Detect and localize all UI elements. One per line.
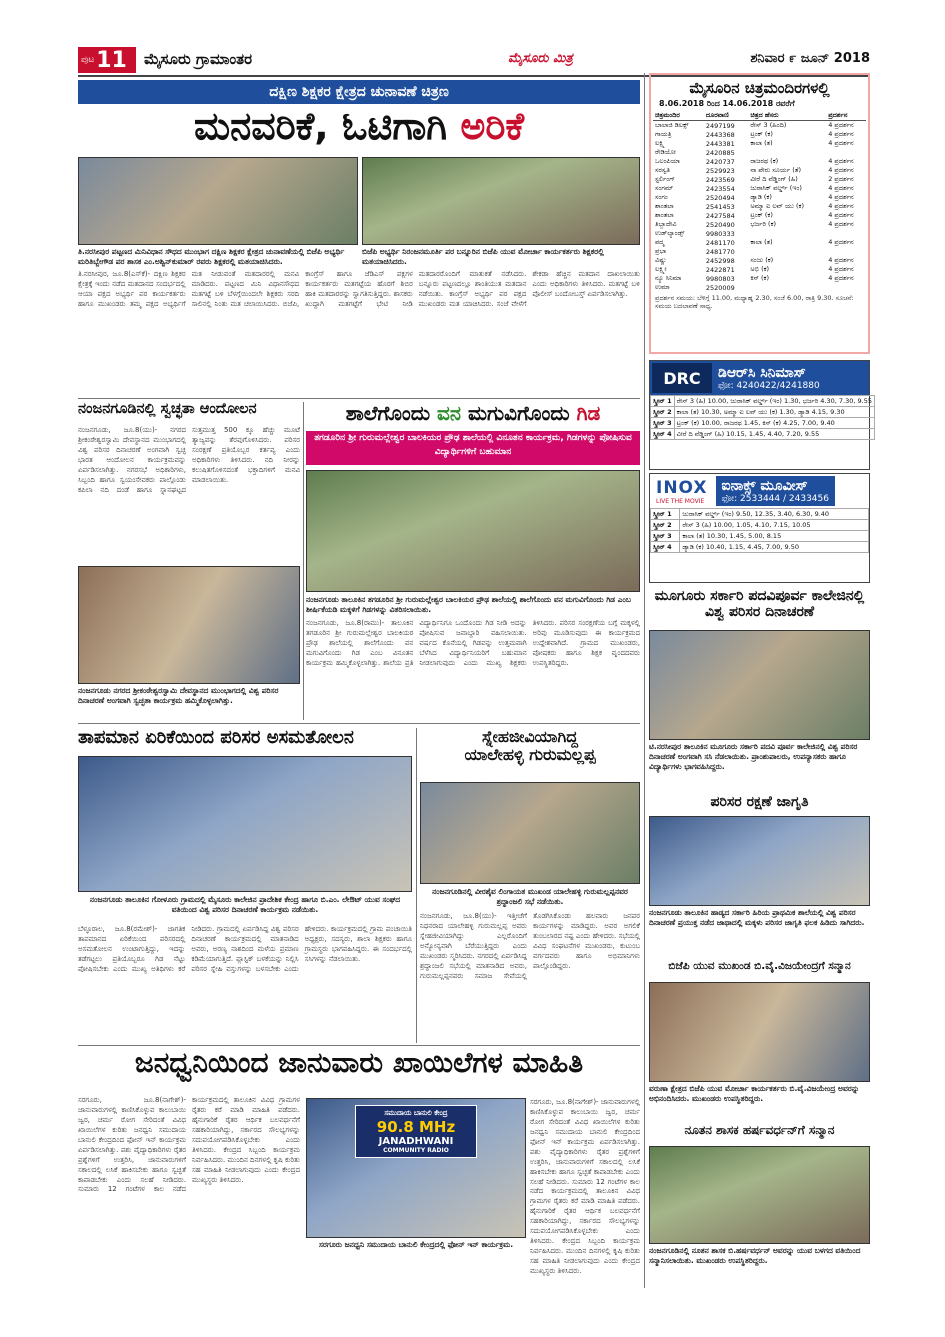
friendly-body: ನಂಜನಗೂಡು, ಜೂ.8(ಯು)- ಇತ್ತೀಚೆಗೆ ನಿಧನರಾದ ಯಾಲೇಹಳ್ಳಿ ಗುರುಮಲ್ಲಪ್ಪ ಅವರು ಸ್ನೇಹಜೀವಿಯಾಗಿದ್ದು ಎಲ್ಲರೊಂದಿಗೆ ಅನ್ಯೋನ್ಯವಾಗಿ ಬೆರೆಯುತ್ತಿದ್ದರು ಎಂದು ಮುಖಂಡರು ಸ್ಮರಿಸಿದರು. ನಗರದಲ್ಲಿ ಏರ್ಪಡಿಸಿದ್ದ ಶ್ರದ್ಧಾಂಜಲಿ ಸಭೆಯಲ್ಲಿ ಮಾತನಾಡಿದ ಅವರು, ಗುರುಮಲ್ಲಪ್ಪನವರು ಸಮಾಜ ಸೇವೆಯಲ್ಲಿ ತೊಡಗಿಸಿಕೊಂಡು ಹಲವಾರು ಜನಪರ ಕಾರ್ಯಗಳನ್ನು ಮಾಡಿದ್ದರು. ಅವರ ಅಗಲಿಕೆ ತುಂಬಲಾರದ ನಷ್ಟ ಎಂದು ಹೇಳಿದರು. ಸಭೆಯಲ್ಲಿ ವಿವಿಧ ಸಂಘಟನೆಗಳ ಮುಖಂಡರು, ಕುಟುಂಬ ವರ್ಗದವರು ಹಾಗೂ ಅಭಿಮಾನಿಗಳು ಪಾಲ್ಗೊಂಡಿದ್ದರು. [420, 912, 640, 980]
cinema-cell: ಪ್ರಭಾ [655, 247, 667, 255]
radio-sign-freq: 90.8 MHz [376, 1118, 456, 1136]
inox-screen-label: ಸ್ಕ್ರೀನ್ 1 [651, 509, 680, 520]
cinema-cell: ಸಂಜು (ಕ) [750, 256, 774, 264]
row-rule-1 [78, 398, 640, 399]
college-headline: ಮೂಗೂರು ಸರ್ಕಾರಿ ಪದವಿಪೂರ್ವ ಕಾಲೇಜಿನಲ್ಲಿ ವಿಶ್ವ ಪರಿಸರ ದಿನಾಚರಣೆ [654, 588, 865, 621]
lead-headline [78, 106, 640, 154]
drc-screen-label: ಸ್ಕ್ರೀನ್ 2 [651, 407, 675, 418]
cinema-cell: 4 ಪ್ರದರ್ಶನ [828, 130, 854, 138]
awareness-photo [649, 816, 870, 906]
drc-cinemas-ad [649, 360, 870, 470]
cinema-cell: 4 ಪ್ರದರ್ಶನ [828, 220, 854, 228]
cinema-row [653, 139, 866, 148]
cinema-cell [826, 148, 866, 157]
school-headline-c: ಮಗುವಿಗೊಂದು [467, 401, 570, 425]
inox-schedule-row [651, 542, 869, 553]
lead-photo-right [362, 157, 640, 245]
friendly-headline-line2: ಯಾಲೇಹಳ್ಳಿ ಗುರುಮಲ್ಲಪ್ಪ [464, 744, 596, 764]
cinema-row [653, 130, 866, 139]
drc-ad-info [718, 365, 820, 391]
cinema-cell: ಕಾಲಾ (ತ) [750, 139, 773, 147]
drc-phone: ಫೋ: 4240422/4241880 [718, 381, 820, 391]
radio-station-sign [355, 1105, 477, 1158]
cinema-cell [748, 148, 826, 157]
cinema-row [653, 121, 866, 131]
inox-phone: ಫೋ: 2533444 / 2433456 [721, 494, 829, 504]
row-rule-3 [78, 1045, 640, 1046]
cinema-cell: ತಿಬ್ಬಾದೇವಿ [655, 220, 677, 228]
school-deck: ತಗಡೂರಿನ ಶ್ರೀ ಗುರುಮಲ್ಲೇಶ್ವರ ಬಾಲಕಿಯರ ಪ್ರೌಢ ಶಾಲೆಯಲ್ಲಿ ವಿನೂತನ ಕಾರ್ಯಕ್ರಮ, ಗಿಡಗಳನ್ನು ಪೋಷಿಸುವ ವಿದ್ಯಾರ್ಥಿಗಳಿಗೆ ಬಹುಮಾನ [306, 431, 640, 465]
inox-schedule-row [651, 531, 869, 542]
cinema-cell: 4 ಪ್ರದರ್ಶನ [828, 211, 854, 219]
cinema-row [653, 193, 866, 202]
lead-caption-right: ಬಿಜೆಪಿ ಅಭ್ಯರ್ಥಿ ನಿರಂಜನಮೂರ್ತಿ ಪರ ಬನ್ನೂರಿನ ಬಿಜೆಪಿ ಯುವ ಮೋರ್ಚಾ ಕಾರ್ಯಕರ್ತರು ಶಿಕ್ಷಕರಲ್ಲಿ ಮತಯಾಚಿಸಿದರು. [362, 247, 604, 267]
cinema-cell: ಉಮಾ [655, 283, 670, 291]
inox-showtimes: ರೇಸ್ 3 (ಹಿ) 10.00, 1.05, 4.10, 7.15, 10.05 [680, 520, 869, 531]
cinema-row [653, 283, 866, 292]
mla-headline: ನೂತನ ಶಾಸಕ ಹರ್ಷವರ್ಧನ್‌ಗೆ ಸನ್ಮಾನ [684, 1123, 835, 1137]
cinema-row [653, 184, 866, 193]
cinema-cell: ಸಂಗಂ [655, 193, 668, 201]
cinema-cell: 2443368 [705, 130, 735, 139]
cinema-cell: ಒಲಂಪಿಯಾ [655, 157, 680, 165]
cinema-table [653, 111, 866, 292]
inox-screen-label: ಸ್ಕ್ರೀನ್ 3 [651, 531, 680, 542]
cinema-cell: 2520494 [705, 193, 735, 202]
cinema-row [653, 229, 866, 238]
cinema-cell: ಶಾಂತಲಾ [655, 211, 674, 219]
cinema-cell: 4 ಪ್ರದರ್ಶನ [828, 121, 854, 129]
cinema-cell [748, 229, 826, 238]
cinema-date-range: 8.06.2018 ರಿಂದ 14.06.2018 ರವರೆಗೆ [659, 99, 795, 108]
cinema-cell: 4 ಪ್ರದರ್ಶನ [828, 265, 854, 273]
cinema-row [653, 274, 866, 283]
inox-showtimes: ಕಾಲಾ (ತ) 10.30, 1.45, 5.00, 8.15 [680, 531, 869, 542]
drc-logo: DRC [652, 363, 712, 393]
radio-body-continued-text: ಸರಗೂರು, ಜೂ.8(ನಾಗೇಶ್)- ಜಾನುವಾರುಗಳಲ್ಲಿ ಕಾಣಿಸಿಕೊಳ್ಳುವ ಕಾಲುಬಾಯಿ ಜ್ವರ, ಚರ್ಮ ರೋಗ ಸೇರಿದಂತೆ ವಿವಿಧ ಖಾಯಿಲೆಗಳ ಕುರಿತು ಜನಧ್ವನಿ ಸಮುದಾಯ ಬಾನುಲಿ ಕೇಂದ್ರದಿಂದ ಫೋನ್ ಇನ್ ಕಾರ್ಯಕ್ರಮ ಏರ್ಪಡಿಸಲಾಗಿತ್ತು. ಪಶು ವೈದ್ಯಾಧಿಕಾರಿಗಳು ರೈತರ ಪ್ರಶ್ನೆಗಳಿಗೆ ಉತ್ತರಿಸಿ, ಜಾನುವಾರುಗಳಿಗೆ ಸಕಾಲದಲ್ಲಿ ಲಸಿಕೆ ಹಾಕಿಸಬೇಕು ಹಾಗೂ ಸ್ವಚ್ಛತೆ ಕಾಪಾಡಬೇಕು ಎಂದು ಸಲಹೆ ನೀಡಿದರು. ಸುಮಾರು 12 ಗಂಟೆಗಳ ಕಾಲ ನಡೆದ ಕಾರ್ಯಕ್ರಮದಲ್ಲಿ ತಾಲೂಕಿನ ವಿವಿಧ ಗ್ರಾಮಗಳ ರೈತರು ಕರೆ ಮಾಡಿ ಮಾಹಿತಿ ಪಡೆದರು. ಹೈನುಗಾರಿಕೆ ರೈತರ ಆರ್ಥಿಕ ಬಲವರ್ಧನೆಗೆ ಸಹಕಾರಿಯಾಗಿದ್ದು, ಸರ್ಕಾರದ ಸೌಲಭ್ಯಗಳನ್ನು ಸದುಪಯೋಗಪಡಿಸಿಕೊಳ್ಳಬೇಕು ಎಂದು ತಿಳಿಸಿದರು. ಕೇಂದ್ರದ ಸಿಬ್ಬಂದಿ ಕಾರ್ಯಕ್ರಮ ನಿರ್ವಹಿಸಿದರು. ಮುಂದಿನ ದಿನಗಳಲ್ಲಿ ಕೃಷಿ ಕುರಿತು ಸಹ ಮಾಹಿತಿ ನೀಡಲಾಗುವುದು ಎಂದು ಕೇಂದ್ರದ ಮುಖ್ಯಸ್ಥರು ತಿಳಿಸಿದರು. [530, 1098, 640, 1275]
cinema-cell: ವಿಷ್ಣು [655, 256, 667, 264]
drc-screen-label: ಸ್ಕ್ರೀನ್ 3 [651, 418, 675, 429]
cinema-cell: ಲಕ್ಷ್ಮಿ [655, 139, 665, 147]
cinema-cell: 4 ಪ್ರದರ್ಶನ [828, 274, 854, 282]
cinema-cell: ಬಾಲಾಜಿ ಡಿಲಕ್ಸ್ [655, 121, 689, 129]
cinema-cell: 2427584 [705, 211, 735, 220]
cinema-cell: ಡ್ಯಾಡಿ (ಕ) [750, 193, 772, 201]
cinema-cell: ವೀರೆ ದಿ ವೆಡ್ಡಿಂಗ್ (ಹಿ) [750, 175, 798, 183]
radio-photo [306, 1098, 526, 1238]
inox-schedule-table [650, 508, 869, 553]
college-caption: ಟಿ.ನರಸೀಪುರ ತಾಲೂಕಿನ ಮೂಗೂರು ಸರ್ಕಾರಿ ಪದವಿ ಪೂರ್ವ ಕಾಲೇಜಿನಲ್ಲಿ ವಿಶ್ವ ಪರಿಸರ ದಿನಾಚರಣೆ ಅಂಗವಾಗಿ ಸಸಿ ನೆಡಲಾಯಿತು. ಪ್ರಾಂಶುಪಾಲರು, ಉಪನ್ಯಾಸಕರು ಹಾಗೂ ವಿದ್ಯಾರ್ಥಿಗಳು ಭಾಗವಹಿಸಿದ್ದರು. [649, 742, 858, 772]
cinema-cell: 2 ಪ್ರದರ್ಶನ [828, 175, 854, 183]
cinema-col-film: ಚಿತ್ರದ ಹೆಸರು [748, 111, 826, 121]
drc-schedule-row [651, 396, 875, 407]
friendly-photo [420, 782, 640, 884]
cinema-cell: ಸ್ಟರ್ಲಿಂಗ್ [655, 175, 675, 183]
cinema-cell: ಉಡ್‌ಲ್ಯಾಂಡ್ಸ್ [655, 229, 685, 237]
radio-headline: ಜನಧ್ವನಿಯಿಂದ ಜಾನುವಾರು ಖಾಯಿಲೆಗಳ ಮಾಹಿತಿ [134, 1046, 584, 1079]
cinema-col-phone: ದೂರವಾಣಿ [704, 111, 749, 121]
cinema-row [653, 166, 866, 175]
cinema-cell: ಗಾಯತ್ರಿ [655, 130, 672, 138]
inox-tagline: LIVE THE MOVIE [656, 497, 705, 505]
drc-ad-header [650, 361, 869, 395]
cinema-cell: ಸರಸ್ವತಿ [655, 166, 670, 174]
cinema-cell: 4 ಪ್ರದರ್ಶನ [828, 184, 854, 192]
school-body: ನಂಜನಗೂಡು, ಜೂ.8(ರಾಮು)- ತಾಲೂಕಿನ ತಗಡೂರಿನ ಶ್ರೀ ಗುರುಮಲ್ಲೇಶ್ವರ ಬಾಲಕಿಯರ ಪ್ರೌಢ ಶಾಲೆಯಲ್ಲಿ ಶಾಲೆಗೊಂದು ವನ ಮಗುವಿಗೊಂದು ಗಿಡ ಎಂಬ ವಿನೂತನ ಕಾರ್ಯಕ್ರಮ ಹಮ್ಮಿಕೊಳ್ಳಲಾಗಿತ್ತು. ಶಾಲೆಯ ಪ್ರತಿ ವಿದ್ಯಾರ್ಥಿನಿಗೂ ಒಂದೊಂದು ಗಿಡ ನೀಡಿ ಅದನ್ನು ಪೋಷಿಸುವ ಜವಾಬ್ದಾರಿ ವಹಿಸಲಾಯಿತು. ವರ್ಷದ ಕೊನೆಯಲ್ಲಿ ಗಿಡವನ್ನು ಉತ್ತಮವಾಗಿ ಬೆಳೆಸಿದ ವಿದ್ಯಾರ್ಥಿನಿಯರಿಗೆ ಬಹುಮಾನ ನೀಡಲಾಗುವುದು ಎಂದು ಮುಖ್ಯ ಶಿಕ್ಷಕರು ತಿಳಿಸಿದರು. ಪರಿಸರ ಸಂರಕ್ಷಣೆಯ ಬಗ್ಗೆ ಮಕ್ಕಳಲ್ಲಿ ಅರಿವು ಮೂಡಿಸುವುದು ಈ ಕಾರ್ಯಕ್ರಮದ ಉದ್ದೇಶವಾಗಿದೆ. ಗ್ರಾಮದ ಮುಖಂಡರು, ಪೋಷಕರು ಹಾಗೂ ಶಿಕ್ಷಕ ವೃಂದದವರು ಉಪಸ್ಥಿತರಿದ್ದರು. [306, 619, 640, 667]
mla-caption: ನಂಜನಗೂಡಿನಲ್ಲಿ ನೂತನ ಶಾಸಕ ಬಿ.ಹರ್ಷವರ್ಧನ್ ಅವರನ್ನು ಯುವ ಬಳಗದ ವತಿಯಿಂದ ಸನ್ಮಾನಿಸಲಾಯಿತು. ಮುಖಂಡರು ಉಪಸ್ಥಿತರಿದ್ದರು. [649, 1246, 861, 1266]
bjp-photo [649, 982, 870, 1082]
drc-screen-label: ಸ್ಕ್ರೀನ್ 4 [651, 429, 675, 440]
school-headline-b: ವನ [437, 401, 461, 425]
cinema-cell: ಟ್ರಂಕ್ (ಕ) [750, 211, 773, 219]
school-photo [306, 470, 640, 592]
lead-photo-left [78, 157, 358, 245]
inox-ad-header [650, 474, 869, 508]
radio-sign-sub: COMMUNITY RADIO [383, 1147, 449, 1154]
cinema-cell: 2481170 [705, 238, 735, 247]
drc-showtimes: ಕಾಲಾ (ತ) 10.30, ಅಮ್ಮಾ ಐ ಲವ್ ಯು (ಕ) 1.30, ಡ್ಯಾಡಿ 4.15, 9.30 [674, 407, 874, 418]
cinema-listing-box [649, 73, 870, 354]
inox-schedule-row [651, 509, 869, 520]
inox-screen-label: ಸ್ಕ್ರೀನ್ 2 [651, 520, 680, 531]
cinema-row [653, 148, 866, 157]
newspaper-brand: ಮೈಸೂರು ಮಿತ್ರ [508, 51, 573, 66]
inox-ad-info [716, 476, 835, 506]
cinema-cell: ಲಕ್ಷ್ಮೀ [655, 265, 667, 273]
cinema-cell: 4 ಪ್ರದರ್ಶನ [828, 238, 854, 246]
lead-caption-left: ತಿ.ನರಸೀಪುರ ಪಟ್ಟಣದ ಮಿನಿವಿಧಾನ ಸೌಧದ ಮುಂಭಾಗ ದಕ್ಷಿಣ ಶಿಕ್ಷಕರ ಕ್ಷೇತ್ರದ ಚುನಾವಣೆಯಲ್ಲಿ ಬಿಜೆಪಿ ಅಭ್ಯರ್ಥಿ ಮರಿತಿಬ್ಬೇಗೌಡ ಪರ ಶಾಸಕ ಎಂ.ಅಶ್ವಿನ್‌ಕುಮಾರ್ ರವರು ಶಿಕ್ಷಕರಲ್ಲಿ ಮತಯಾಚಿಸಿದರು. [78, 247, 345, 267]
col-rule-swachhata [303, 402, 304, 720]
cinema-row [653, 238, 866, 247]
page-number: 11 [96, 47, 127, 73]
cinema-cell: 2420885 [705, 148, 735, 157]
drc-screen-label: ಸ್ಕ್ರೀನ್ 1 [651, 396, 675, 407]
issue-date: ಶನಿವಾರ ೯ ಜೂನ್ 2018 [750, 51, 870, 66]
cinema-cell: 2529923 [705, 166, 735, 175]
friendly-headline-line1: ಸ್ನೇಹಜೀವಿಯಾಗಿದ್ದ [481, 727, 578, 746]
cinema-cell: ರೇಡಿಯೋ [655, 148, 676, 156]
cinema-cell: 2423569 [705, 175, 735, 184]
school-headline-d: ಗಿಡ [576, 401, 601, 425]
temperature-caption: ನಂಜನಗೂಡು ತಾಲೂಕಿನ ಗೋಳೂರು ಗ್ರಾಮದಲ್ಲಿ ಮೈಸೂರು ಕಾಲೇಜಿನ ಪ್ರಾದೇಶಿಕ ಕೇಂದ್ರ ಹಾಗೂ ಬಿ.ಎಂ. ಲೇಔಟ್ ಯುವ ಸಂಘದ ವತಿಯಿಂದ ವಿಶ್ವ ಪರಿಸರ ದಿನಾಚರಣೆ ಕಾರ್ಯಕ್ರಮ ನಡೆಯಿತು. [89, 895, 401, 915]
cinema-cell: 9980803 [705, 274, 735, 283]
temperature-photo [78, 756, 412, 892]
college-photo [649, 630, 870, 740]
swachhata-photo [78, 566, 300, 684]
cinema-row [653, 256, 866, 265]
cinema-row [653, 175, 866, 184]
inox-showtimes: ಡ್ಯಾಡಿ (ಕ) 10.40, 1.15, 4.45, 7.00, 9.50 [680, 542, 869, 553]
cinema-cell: 4 ಪ್ರದರ್ಶನ [828, 256, 854, 264]
cinema-cell: ನಾ ಪೇರು ಸೂರ್ಯ (ತೆ) [750, 166, 801, 174]
drc-showtimes: ರೇಸ್ 3 (ಹಿ) 10.00, ಜುರಾಸಿಕ್ ವರ್ಲ್ಡ್ (ಇಂ) 1.30, ಭರ್ಜರಿ 4.30, 7.30, 9.55 [674, 396, 874, 407]
inox-screen-label: ಸ್ಕ್ರೀನ್ 4 [651, 542, 680, 553]
cinema-cell: 2422871 [705, 265, 735, 274]
inox-brand [650, 478, 708, 505]
cinema-col-shows: ಪ್ರದರ್ಶನ [826, 111, 866, 121]
inox-movies-ad [649, 473, 870, 583]
cinema-cell: ಅಭಿ (ಕ) [750, 265, 770, 273]
mla-photo [649, 1146, 870, 1244]
cinema-cell: ಸಂಗಮ್ [655, 184, 674, 192]
school-headline-a: ಶಾಲೆಗೊಂದು [345, 401, 431, 425]
section-title: ಮೈಸೂರು ಗ್ರಾಮಾಂತರ [144, 50, 253, 68]
school-caption: ನಂಜನಗೂಡು ತಾಲೂಕಿನ ತಗಡೂರಿನ ಶ್ರೀ ಗುರುಮಲ್ಲೇಶ್ವರ ಬಾಲಕಿಯರ ಪ್ರೌಢ ಶಾಲೆಯಲ್ಲಿ ಶಾಲೆಗೊಂದು ವನ ಮಗುವಿಗೊಂದು ಗಿಡ ಎಂಬ ಶೀರ್ಷಿಕೆಯಡಿ ಮಕ್ಕಳಿಗೆ ಗಿಡಗಳನ್ನು ವಿತರಿಸಲಾಯಿತು. [306, 595, 631, 615]
cinema-cell: ಭರ್ಜರಿ (ಕ) [750, 220, 777, 228]
bjp-caption: ವರುಣಾ ಕ್ಷೇತ್ರದ ಬಿಜೆಪಿ ಯುವ ಮೋರ್ಚಾ ಕಾರ್ಯಕರ್ತರು ಬಿ.ವೈ.ವಿಜಯೇಂದ್ರ ಅವರನ್ನು ಅಭಿನಂದಿಸಿದರು. ಮುಖಂಡರು ಉಪಸ್ಥಿತರಿದ್ದರು. [649, 1084, 860, 1104]
cinema-cell: 2443381 [705, 139, 735, 148]
cinema-cell: 4 ಪ್ರದರ್ಶನ [828, 139, 854, 147]
cinema-cell: 2423554 [705, 184, 735, 193]
swachhata-headline: ನಂಜನಗೂಡಿನಲ್ಲಿ ಸ್ವಚ್ಛತಾ ಆಂದೋಲನ [78, 401, 257, 417]
inox-showtimes: ಜುರಾಸಿಕ್ ವರ್ಲ್ಡ್ (ಇಂ) 9.50, 12.35, 3.40, 6.30, 9.40 [680, 509, 869, 520]
cinema-cell: 2420737 [705, 157, 735, 166]
cinema-cell: 2541453 [705, 202, 735, 211]
cinema-cell [748, 283, 826, 292]
awareness-caption: ನಂಜನಗೂಡು ತಾಲೂಕಿನ ಹಾಡ್ಯದ ಸರ್ಕಾರಿ ಹಿರಿಯ ಪ್ರಾಥಮಿಕ ಶಾಲೆಯಲ್ಲಿ ವಿಶ್ವ ಪರಿಸರ ದಿನಾಚರಣೆ ಪ್ರಯುಕ್ತ ನಡೆದ ಜಾಥಾದಲ್ಲಿ ಮಕ್ಕಳು ಪರಿಸರ ಜಾಗೃತಿ ಫಲಕ ಹಿಡಿದು ಸಾಗಿದರು. [649, 908, 865, 928]
swachhata-body: ನಂಜನಗೂಡು, ಜೂ.8(ಯು)- ನಗರದ ಶ್ರೀಕಂಠೇಶ್ವರಸ್ವಾಮಿ ದೇವಸ್ಥಾನದ ಮುಂಭಾಗದಲ್ಲಿ ವಿಶ್ವ ಪರಿಸರ ದಿನಾಚರಣೆ ಅಂಗವಾಗಿ ಸ್ವಚ್ಛ ಭಾರತ ಆಂದೋಲನ ಕಾರ್ಯಕ್ರಮವನ್ನು ಏರ್ಪಡಿಸಲಾಗಿತ್ತು. ನಗರಸಭೆ ಅಧಿಕಾರಿಗಳು, ಸಿಬ್ಬಂದಿ ಹಾಗೂ ಸ್ವಯಂಸೇವಕರು ಪಾಲ್ಗೊಂಡು ಕಪಿಲಾ ನದಿ ದಂಡೆ ಹಾಗೂ ಸ್ನಾನಘಟ್ಟದ ಸುತ್ತಮುತ್ತ 500 ಕ್ಕೂ ಹೆಚ್ಚು ಮೂಟೆ ತ್ಯಾಜ್ಯವನ್ನು ತೆರವುಗೊಳಿಸಿದರು. ಪರಿಸರ ಸಂರಕ್ಷಣೆ ಪ್ರತಿಯೊಬ್ಬರ ಕರ್ತವ್ಯ ಎಂದು ಅಧಿಕಾರಿಗಳು ತಿಳಿಸಿದರು. ನದಿ ನೀರನ್ನು ಕಲುಷಿತಗೊಳಿಸದಂತೆ ಭಕ್ತಾದಿಗಳಿಗೆ ಮನವಿ ಮಾಡಲಾಯಿತು. [78, 426, 300, 494]
cinema-cell: 2520490 [705, 220, 735, 229]
cinema-cell: 4 ಪ್ರದರ್ಶನ [828, 157, 854, 165]
cinema-cell: ನ್ಯೂ ಸಿನಿಮಾ [655, 274, 682, 282]
drc-schedule-row [651, 407, 875, 418]
cinema-cell [826, 229, 866, 238]
temperature-body: ಬೆಳ್ಳೂರಾಲ, ಜೂ.8(ರಮೇಶ್)- ಜಾಗತಿಕ ತಾಪಮಾನದ ಏರಿಕೆಯಿಂದ ಪರಿಸರದಲ್ಲಿ ಅಸಮತೋಲನ ಉಂಟಾಗುತ್ತಿದ್ದು, ಇದನ್ನು ತಡೆಗಟ್ಟಲು ಪ್ರತಿಯೊಬ್ಬರೂ ಗಿಡ ನೆಟ್ಟು ಪೋಷಿಸಬೇಕು ಎಂದು ಮುಖ್ಯ ಅತಿಥಿಗಳು ಕರೆ ನೀಡಿದರು. ಗ್ರಾಮದಲ್ಲಿ ಏರ್ಪಡಿಸಿದ್ದ ವಿಶ್ವ ಪರಿಸರ ದಿನಾಚರಣೆ ಕಾರ್ಯಕ್ರಮದಲ್ಲಿ ಮಾತನಾಡಿದ ಅವರು, ಅರಣ್ಯ ನಾಶದಿಂದ ಮಳೆಯ ಪ್ರಮಾಣ ಕಡಿಮೆಯಾಗುತ್ತಿದೆ. ಪ್ಲಾಸ್ಟಿಕ್ ಬಳಕೆಯನ್ನು ನಿಲ್ಲಿಸಿ ಪರಿಸರ ಸ್ನೇಹಿ ವಸ್ತುಗಳನ್ನು ಬಳಸಬೇಕು ಎಂದು ಹೇಳಿದರು. ಕಾರ್ಯಕ್ರಮದಲ್ಲಿ ಗ್ರಾಮ ಪಂಚಾಯಿತಿ ಅಧ್ಯಕ್ಷರು, ಸದಸ್ಯರು, ಶಾಲಾ ಶಿಕ್ಷಕರು ಹಾಗೂ ಗ್ರಾಮಸ್ಥರು ಭಾಗವಹಿಸಿದ್ದರು. ಈ ಸಂದರ್ಭದಲ್ಲಿ ಸಸಿಗಳನ್ನು ನೆಡಲಾಯಿತು. [78, 925, 412, 973]
cinema-cell: ಜುರಾಸಿಕ್ ವರ್ಲ್ಡ್ (ಇಂ) [750, 184, 802, 192]
cinema-row [653, 220, 866, 229]
lead-kicker: ದಕ್ಷಿಣ ಶಿಕ್ಷಕರ ಕ್ಷೇತ್ರದ ಚುನಾವಣೆ ಚಿತ್ರಣ [78, 80, 640, 104]
cinema-cell: 2481770 [705, 247, 735, 256]
cinema-cell: 2520009 [705, 283, 735, 292]
cinema-footnote: ಪ್ರದರ್ಶನ ಸಮಯ: ಬೆಳಿಗ್ಗೆ 11.00, ಮಧ್ಯಾಹ್ನ 2.30, ಸಂಜೆ 6.00, ರಾತ್ರಿ 9.30. ಸೂಚನೆ: ಸಮಯ ಬದಲಾವಣೆ ಸಾಧ್ಯ. [655, 294, 854, 311]
radio-body-continued [530, 1098, 640, 1286]
cinema-cell [826, 247, 866, 256]
cinema-row [653, 211, 866, 220]
cinema-cell [748, 247, 826, 256]
row-rule-2 [78, 723, 640, 724]
drc-schedule-row [651, 418, 875, 429]
inox-schedule-row [651, 520, 869, 531]
cinema-col-theatre: ಚಿತ್ರಮಂದಿರ [653, 111, 704, 121]
cinema-cell: ಶಾಂತಲಾ [655, 202, 674, 210]
cinema-cell: 9980333 [705, 229, 735, 238]
drc-name: ಡಿಆರ್‌ಸಿ ಸಿನಿಮಾಸ್ [718, 365, 806, 381]
cinema-cell: ಅಮ್ಮಾ ಐ ಲವ್ ಯು (ಕ) [750, 202, 804, 210]
cinema-cell: 2452998 [705, 256, 735, 265]
cinema-table-body [653, 121, 866, 293]
swachhata-caption: ನಂಜನಗೂಡು ನಗರದ ಶ್ರೀಕಂಠೇಶ್ವರಸ್ವಾಮಿ ದೇವಸ್ಥಾನದ ಮುಂಭಾಗದಲ್ಲಿ ವಿಶ್ವ ಪರಿಸರ ದಿನಾಚರಣೆ ಅಂಗವಾಗಿ ಸ್ವಚ್ಛತಾ ಕಾರ್ಯಕ್ರಮ ಹಮ್ಮಿಕೊಳ್ಳಲಾಗಿತ್ತು. [78, 686, 279, 706]
drc-schedule-row [651, 429, 875, 440]
radio-body: ಸರಗೂರು, ಜೂ.8(ನಾಗೇಶ್)- ಜಾನುವಾರುಗಳಲ್ಲಿ ಕಾಣಿಸಿಕೊಳ್ಳುವ ಕಾಲುಬಾಯಿ ಜ್ವರ, ಚರ್ಮ ರೋಗ ಸೇರಿದಂತೆ ವಿವಿಧ ಖಾಯಿಲೆಗಳ ಕುರಿತು ಜನಧ್ವನಿ ಸಮುದಾಯ ಬಾನುಲಿ ಕೇಂದ್ರದಿಂದ ಫೋನ್ ಇನ್ ಕಾರ್ಯಕ್ರಮ ಏರ್ಪಡಿಸಲಾಗಿತ್ತು. ಪಶು ವೈದ್ಯಾಧಿಕಾರಿಗಳು ರೈತರ ಪ್ರಶ್ನೆಗಳಿಗೆ ಉತ್ತರಿಸಿ, ಜಾನುವಾರುಗಳಿಗೆ ಸಕಾಲದಲ್ಲಿ ಲಸಿಕೆ ಹಾಕಿಸಬೇಕು ಹಾಗೂ ಸ್ವಚ್ಛತೆ ಕಾಪಾಡಬೇಕು ಎಂದು ಸಲಹೆ ನೀಡಿದರು. ಸುಮಾರು 12 ಗಂಟೆಗಳ ಕಾಲ ನಡೆದ ಕಾರ್ಯಕ್ರಮದಲ್ಲಿ ತಾಲೂಕಿನ ವಿವಿಧ ಗ್ರಾಮಗಳ ರೈತರು ಕರೆ ಮಾಡಿ ಮಾಹಿತಿ ಪಡೆದರು. ಹೈನುಗಾರಿಕೆ ರೈತರ ಆರ್ಥಿಕ ಬಲವರ್ಧನೆಗೆ ಸಹಕಾರಿಯಾಗಿದ್ದು, ಸರ್ಕಾರದ ಸೌಲಭ್ಯಗಳನ್ನು ಸದುಪಯೋಗಪಡಿಸಿಕೊಳ್ಳಬೇಕು ಎಂದು ತಿಳಿಸಿದರು. ಕೇಂದ್ರದ ಸಿಬ್ಬಂದಿ ಕಾರ್ಯಕ್ರಮ ನಿರ್ವಹಿಸಿದರು. ಮುಂದಿನ ದಿನಗಳಲ್ಲಿ ಕೃಷಿ ಕುರಿತು ಸಹ ಮಾಹಿತಿ ನೀಡಲಾಗುವುದು ಎಂದು ಕೇಂದ್ರದ ಮುಖ್ಯಸ್ಥರು ತಿಳಿಸಿದರು. [78, 1096, 300, 1194]
bjp-headline: ಬಿಜೆಪಿ ಯುವ ಮುಖಂಡ ಬಿ.ವೈ.ವಿಜಯೇಂದ್ರಗೆ ಸನ್ಮಾನ [668, 960, 851, 972]
cinema-cell: 2497199 [705, 121, 735, 130]
inox-logo: INOX [656, 477, 708, 498]
drc-schedule-table [650, 395, 875, 440]
cinema-cell: 4 ಪ್ರದರ್ಶನ [828, 193, 854, 201]
cinema-cell: 4 ಪ್ರದರ್ಶನ [828, 166, 854, 174]
temperature-headline: ತಾಪಮಾನ ಏರಿಕೆಯಿಂದ ಪರಿಸರ ಅಸಮತೋಲನ [78, 727, 354, 748]
friendly-caption: ನಂಜನಗೂಡಿನಲ್ಲಿ ವೀರಶೈವ ಲಿಂಗಾಯತ ಮುಖಂಡ ಯಾಲೇಹಳ್ಳಿ ಗುರುಮಲ್ಲಪ್ಪನವರ ಶ್ರದ್ಧಾಂಜಲಿ ಸಭೆ ನಡೆಯಿತು. [432, 887, 628, 907]
cinema-cell: ಕಿಸ್ (ಕ) [750, 274, 770, 282]
cinema-cell [826, 283, 866, 292]
cinema-row [653, 202, 866, 211]
cinema-cell: ರೇಸ್ 3 (ಹಿಂದಿ) [750, 121, 787, 129]
drc-showtimes: ವೀರೆ ದಿ ವೆಡ್ಡಿಂಗ್ (ಹಿ) 10.15, 1.45, 4.40, 7.20, 9.55 [674, 429, 874, 440]
page-label: ಪುಟ [81, 55, 95, 65]
awareness-headline: ಪರಿಸರ ರಕ್ಷಣೆ ಜಾಗೃತಿ [710, 794, 809, 810]
radio-sign-name: JANADHWANI [378, 1136, 454, 1147]
school-headline [306, 402, 640, 428]
cinema-cell: ಟ್ರಂಕ್ (ಕ) [750, 130, 773, 138]
cinema-title: ಮೈಸೂರಿನ ಚಿತ್ರಮಂದಿರಗಳಲ್ಲಿ [689, 79, 830, 97]
lead-headline-part1: ಮನವರಿಕೆ, ಓಟಿಗಾಗಿ [193, 104, 448, 148]
cinema-cell: ಪದ್ಮ [655, 238, 665, 246]
lead-body: ತಿ.ನರಸೀಪುರ, ಜೂ.8(ಎಸ್‌ಕೆ)- ದಕ್ಷಿಣ ಶಿಕ್ಷಕರ ಕ್ಷೇತ್ರಕ್ಕೆ ಇಂದು ನಡೆದ ಮತದಾನದ ಸಂದರ್ಭದಲ್ಲಿ ಆಯಾ ಪಕ್ಷದ ಅಭ್ಯರ್ಥಿ ಪರ ಕಾರ್ಯಕರ್ತರು ಹಾಗೂ ಮುಖಂಡರು ತಮ್ಮ ಪಕ್ಷದ ಅಭ್ಯರ್ಥಿಗೆ ಮತ ನೀಡುವಂತೆ ಮತದಾರರಲ್ಲಿ ಮನವಿ ಮಾಡಿದರು. ಪಟ್ಟಣದ ಮಿನಿ ವಿಧಾನಸೌಧದ ಮತಗಟ್ಟೆ ಬಳಿ ಬೆಳಗ್ಗೆಯಿಂದಲೇ ಶಿಕ್ಷಕರು ಸರದಿ ಸಾಲಿನಲ್ಲಿ ನಿಂತು ಮತ ಚಲಾಯಿಸಿದರು. ಬಿಜೆಪಿ, ಕಾಂಗ್ರೆಸ್ ಹಾಗೂ ಜೆಡಿಎಸ್ ಪಕ್ಷಗಳ ಕಾರ್ಯಕರ್ತರು ಮತಗಟ್ಟೆಯ ಹೊರಗೆ ಶಿಬಿರ ಹಾಕಿ ಮತದಾರರನ್ನು ಸ್ವಾಗತಿಸುತ್ತಿದ್ದರು. ಶಾಸಕರು ಖುದ್ದಾಗಿ ಮತಗಟ್ಟೆಗೆ ಭೇಟಿ ನೀಡಿ ಮತದಾರರೊಂದಿಗೆ ಮಾತುಕತೆ ನಡೆಸಿದರು. ಬನ್ನೂರು ಪಟ್ಟಣದಲ್ಲೂ ಶಾಂತಿಯುತ ಮತದಾನ ನಡೆಯಿತು. ಕಾಂಗ್ರೆಸ್ ಅಭ್ಯರ್ಥಿ ಪರ ಪಕ್ಷದ ಮುಖಂಡರು ಮತ ಯಾಚಿಸಿದರು. ಸಂಜೆ ವೇಳೆಗೆ ಶೇಕಡಾ ಹೆಚ್ಚಿನ ಮತದಾನ ದಾಖಲಾಯಿತು ಎಂದು ಅಧಿಕಾರಿಗಳು ತಿಳಿಸಿದರು. ಮತಗಟ್ಟೆ ಬಳಿ ಪೊಲೀಸ್ ಬಂದೋಬಸ್ತ್ ಏರ್ಪಡಿಸಲಾಗಿತ್ತು. [78, 270, 640, 308]
cinema-cell: ರಾಜರಥ (ಕ) [750, 157, 779, 165]
inox-name: ಐನಾಕ್ಸ್ ಮೂವೀಸ್ [721, 478, 808, 494]
friendly-headline [420, 728, 640, 778]
cinema-cell: 4 ಪ್ರದರ್ಶನ [828, 202, 854, 210]
cinema-row [653, 265, 866, 274]
column-rule-right [644, 73, 645, 1288]
col-rule-friendly [416, 728, 417, 1043]
radio-sign-top: ಸಮುದಾಯ ಬಾನುಲಿ ಕೇಂದ್ರ [384, 1109, 448, 1117]
radio-caption: ಸರಗೂರು ಜನಧ್ವನಿ ಸಮುದಾಯ ಬಾನುಲಿ ಕೇಂದ್ರದಲ್ಲಿ ಫೋನ್ ಇನ್ ಕಾರ್ಯಕ್ರಮ. [318, 1240, 514, 1249]
cinema-row [653, 247, 866, 256]
drc-showtimes: ಟ್ರಂಕ್ (ಕ) 10.00, ರಾಜರಥ 1.45, ಕಿಸ್ (ಕ) 4.25, 7.00, 9.40 [674, 418, 874, 429]
cinema-cell: ಕಾಲಾ (ತ) [750, 238, 773, 246]
page-number-badge [78, 47, 136, 73]
cinema-row [653, 157, 866, 166]
lead-headline-part2: ಅರಿಕೆ [460, 104, 525, 148]
